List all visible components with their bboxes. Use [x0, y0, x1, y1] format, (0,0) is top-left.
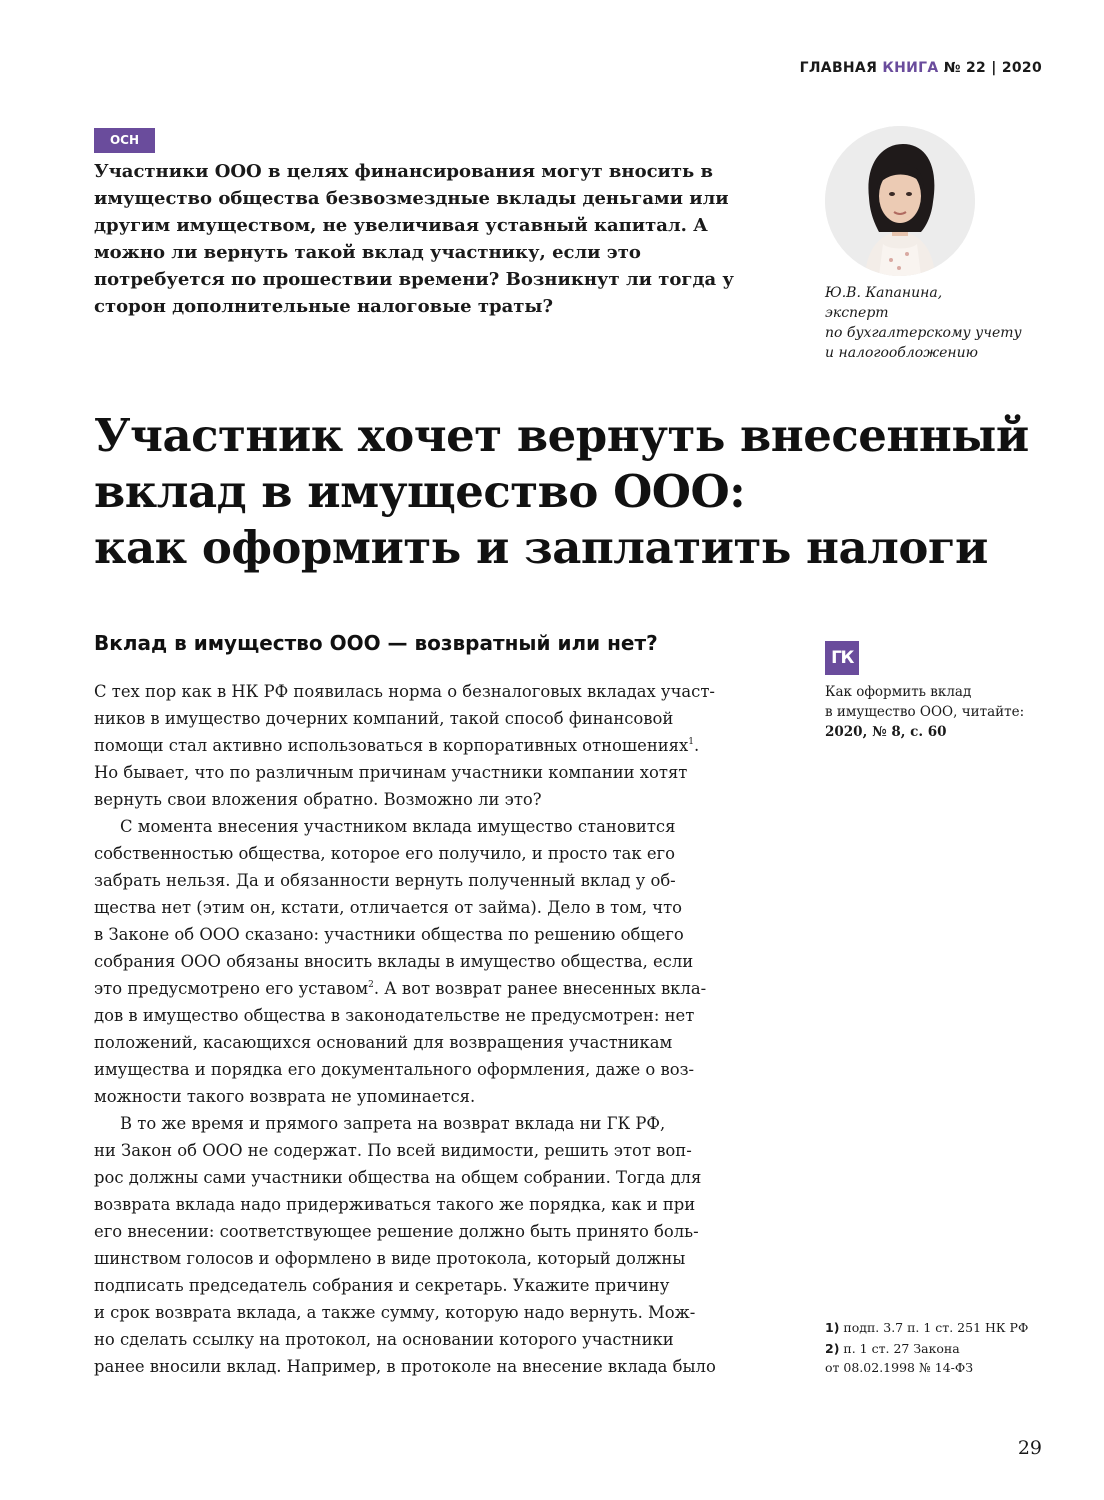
article-headline: [94, 408, 1054, 576]
body-line: шинством голосов и оформлено в виде протокола, который должны: [94, 1249, 686, 1268]
author-role: эксперт: [825, 305, 889, 321]
masthead-brand-accent: КНИГА: [882, 60, 939, 76]
body-line: возврата вклада надо придерживаться такого же порядка, как и при: [94, 1195, 696, 1214]
body-line: можности такого возврата не упоминается.: [94, 1087, 476, 1106]
masthead-brand: ГЛАВНАЯ: [799, 60, 878, 76]
body-line: собственностью общества, которое его получило, и просто так его: [94, 844, 675, 863]
body-line: но сделать ссылку на протокол, на основании которого участники: [94, 1330, 674, 1349]
footnote-text: п. 1 ст. 27 Закона: [843, 1341, 960, 1356]
body-line-text: помощи стал активно использоваться в корпоративных отношениях: [94, 736, 689, 755]
side-note-reference[interactable]: 2020, № 8, с. 60: [825, 724, 947, 740]
body-line: в Законе об ООО сказано: участники общества по решению общего: [94, 925, 684, 944]
body-line: и срок возврата вклада, а также сумму, которую надо вернуть. Мож-: [94, 1303, 696, 1322]
body-line-text: .: [694, 736, 700, 755]
masthead: [800, 60, 1042, 76]
body-line: дов в имущество общества в законодательстве не предусмотрен: нет: [94, 1006, 695, 1025]
body-line: собрания ООО обязаны вносить вклады в имущество общества, если: [94, 952, 694, 971]
author-name: Ю.В. Капанина,: [825, 285, 943, 301]
headline-line: Участник хочет вернуть внесенный: [94, 409, 1029, 462]
body-line: [94, 732, 770, 759]
author-photo: [825, 126, 975, 276]
footnote-ref-1[interactable]: 1: [688, 737, 694, 747]
footnote-ref-2[interactable]: 2: [368, 980, 374, 990]
page-number: 29: [1017, 1437, 1042, 1459]
footnote-2: [825, 1339, 1065, 1377]
footnote-text: от 08.02.1998 № 14-ФЗ: [825, 1360, 974, 1375]
footnotes: [825, 1318, 1065, 1379]
body-line: В то же время и прямого запрета на возврат вклада ни ГК РФ,: [120, 1114, 666, 1133]
body-line: С момента внесения участником вклада имущество становится: [120, 817, 676, 836]
lead-paragraph: Участники ООО в целях финансирования могут вносить в имущество общества безвозмездные вклады деньгами или другим имуществом, не увеличивая уставный капитал. А можно ли вернуть такой вклад участнику, если это потребуется по прошествии времени? Возникнут ли тогда у сторон дополнительные налоговые траты?: [94, 161, 734, 317]
footnote-1: [825, 1318, 1065, 1337]
body-line: ников в имущество дочерних компаний, такой способ финансовой: [94, 709, 674, 728]
body-line: имущества и порядка его документального оформления, даже о воз-: [94, 1060, 695, 1079]
author-caption: [825, 283, 1045, 363]
headline-line: как оформить и заплатить налоги: [94, 521, 988, 574]
footnote-number: 2): [825, 1341, 840, 1356]
body-line: его внесении: соответствующее решение должно быть принято боль-: [94, 1222, 699, 1241]
article-body: [94, 678, 770, 1380]
body-line: С тех пор как в НК РФ появилась норма о безналоговых вкладах участ-: [94, 682, 715, 701]
author-role-detail: и налогообложению: [825, 345, 978, 361]
body-line: положений, касающихся оснований для возвращения участникам: [94, 1033, 673, 1052]
body-line: вернуть свои вложения обратно. Возможно ли это?: [94, 790, 542, 809]
side-note: [825, 682, 1065, 742]
body-line: Но бывает, что по различным причинам участники компании хотят: [94, 763, 688, 782]
side-note-text: Как оформить вклад: [825, 684, 972, 700]
tax-regime-tag: ОСН: [94, 128, 155, 153]
body-line: щества нет (этим он, кстати, отличается от займа). Дело в том, что: [94, 898, 683, 917]
author-role-detail: по бухгалтерскому учету: [825, 325, 1022, 341]
footnote-number: 1): [825, 1320, 840, 1335]
body-line-text: это предусмотрено его уставом: [94, 979, 369, 998]
masthead-issue: № 22 | 2020: [943, 60, 1042, 76]
body-line: забрать нельзя. Да и обязанности вернуть полученный вклад у об-: [94, 871, 676, 890]
body-line: подписать председатель собрания и секретарь. Укажите причину: [94, 1276, 670, 1295]
headline-line: вклад в имущество ООО:: [94, 465, 746, 518]
body-line: рос должны сами участники общества на общем собрании. Тогда для: [94, 1168, 702, 1187]
gk-logo-icon: ГК: [825, 641, 859, 675]
body-line: ранее вносили вклад. Например, в протоколе на внесение вклада было: [94, 1357, 716, 1376]
section-title: Вклад в имущество ООО — возвратный или нет?: [94, 631, 658, 655]
author-portrait-illustration: [825, 126, 975, 276]
body-line: ни Закон об ООО не содержат. По всей видимости, решить этот воп-: [94, 1141, 692, 1160]
body-line: [94, 975, 770, 1002]
side-note-text: в имущество ООО, читайте:: [825, 704, 1025, 720]
footnote-text: подп. 3.7 п. 1 ст. 251 НК РФ: [843, 1320, 1029, 1335]
body-line-text: . А вот возврат ранее внесенных вкла-: [373, 979, 707, 998]
